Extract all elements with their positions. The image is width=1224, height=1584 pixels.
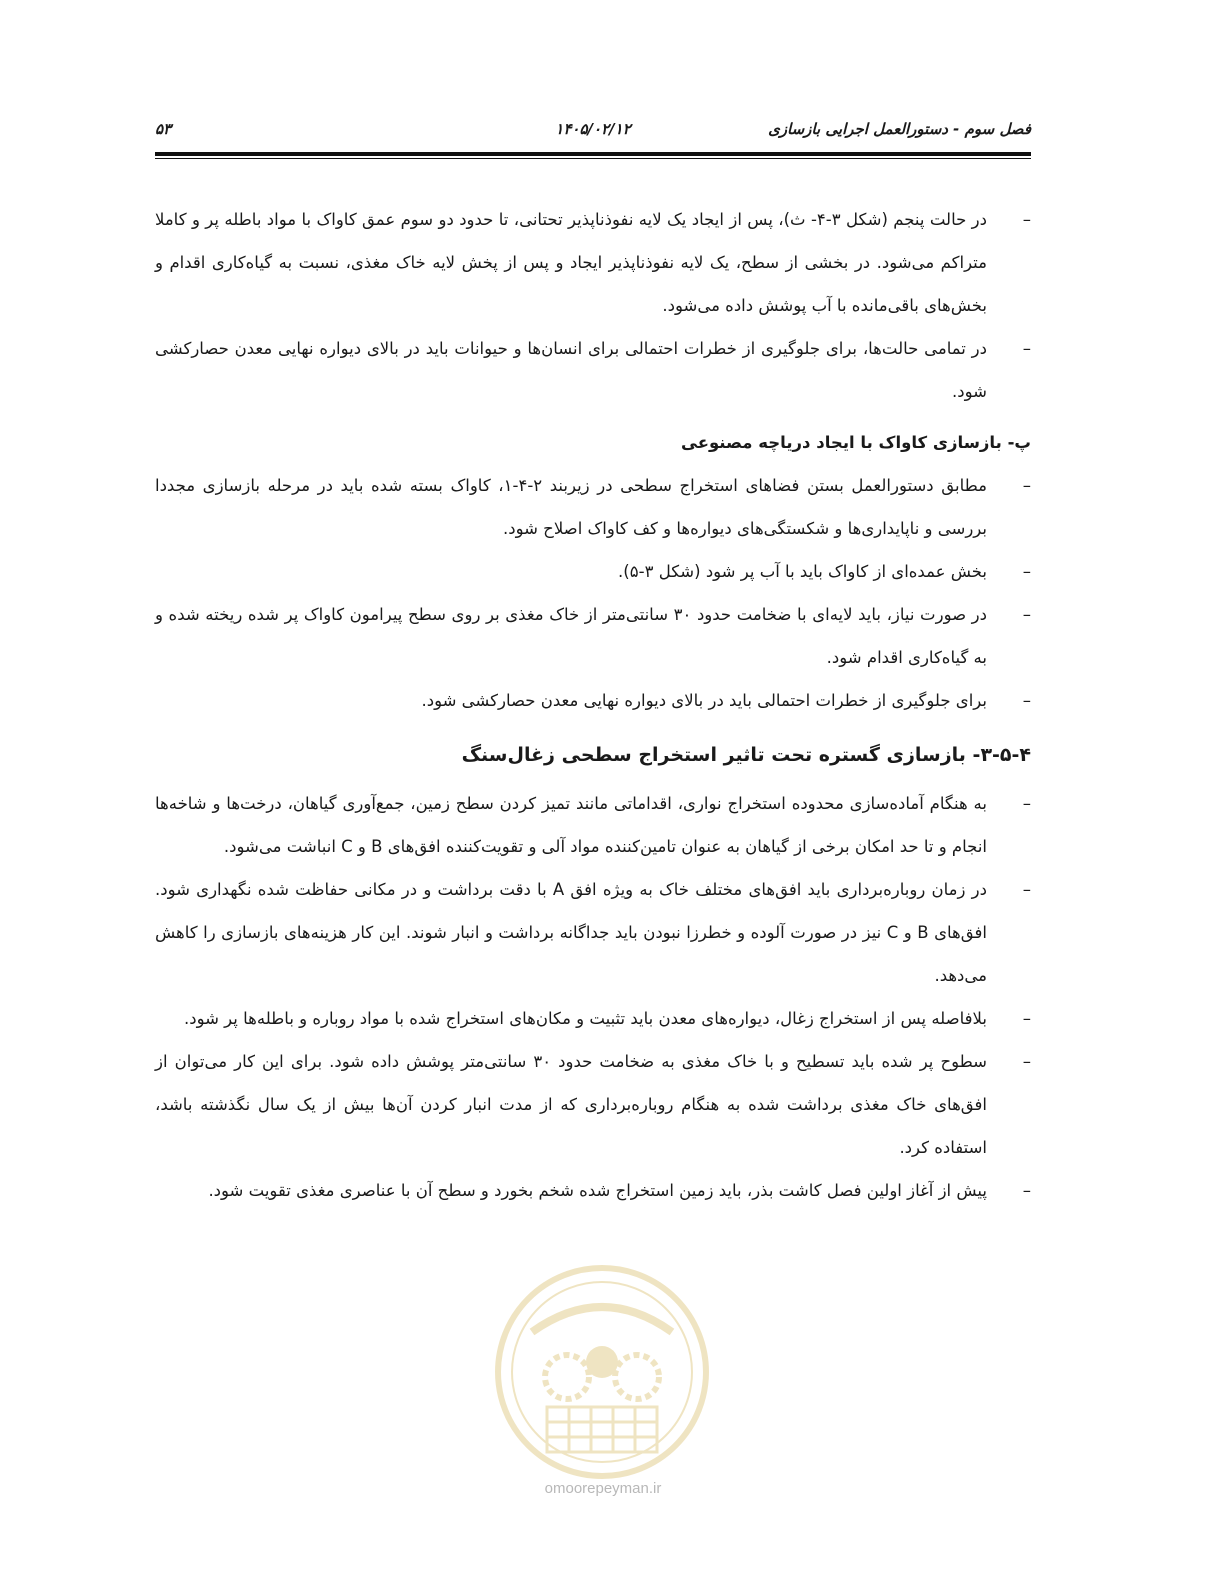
header-date: ۱۴۰۵/۰۲/۱۲ [555,120,631,138]
list-item: – پیش از آغاز اولین فصل کاشت بذر، باید زمین استخراج شده شخم بخورد و سطح آن با عناصری مغذی تقویت شود. [155,1169,1031,1212]
page-header [155,120,1031,144]
list-item: – به هنگام آماده‌سازی محدوده استخراج نواری، اقداماتی مانند تمیز کردن سطح زمین، جمع‌آوری گیاهان، درخت‌ها و شاخه‌ها انجام و تا حد امکان برخی از گیاهان به عنوان تامین‌کننده مواد آلی و تقویت‌کننده افق‌های B و C انباشت می‌شود. [155,782,1031,868]
list-item: – در تمامی حالت‌ها، برای جلوگیری از خطرات احتمالی برای انسان‌ها و حیوانات باید در بالای دیواره نهایی معدن حصارکشی شود. [155,327,1031,413]
page-body [155,198,1031,1212]
header-divider-thin [155,158,1031,159]
list-item: – بخش عمده‌ای از کاواک باید با آب پر شود (شکل ۳-۵). [155,550,1031,593]
list-item: – در حالت پنجم (شکل ۳-۴- ث)، پس از ایجاد یک لایه نفوذناپذیر تحتانی، تا حدود دو سوم عمق کاواک با مواد باطله پر و کاملا متراکم می‌شود. در بخشی از سطح، یک لایه نفوذناپذیر ایجاد و پس از پخش لایه خاک مغذی، نسبت به گیاه‌کاری اقدام و بخش‌های باقی‌مانده با آب پوشش داده می‌شود. [155,198,1031,327]
intro-list [155,198,1031,413]
header-divider-thick [155,152,1031,156]
watermark-logo [492,1262,712,1482]
list-item: – بلافاصله پس از استخراج زغال، دیواره‌های معدن باید تثبیت و مکان‌های استخراج شده با مواد روباره و باطله‌ها پر شود. [155,997,1031,1040]
list-item: – در زمان روباره‌برداری باید افق‌های مختلف خاک به ویژه افق A با دقت برداشت و در مکانی حفاظت شده نگهداری شود. افق‌های B و C نیز در صورت آلوده و خطرزا نبودن باید جداگانه برداشت و انبار شوند. این کار هزینه‌های بازسازی را کاهش می‌دهد. [155,868,1031,997]
list-item: – در صورت نیاز، باید لایه‌ای با ضخامت حدود ۳۰ سانتی‌متر از خاک مغذی بر روی سطح پیرامون کاواک پر شده ریخته شده و به گیاه‌کاری اقدام شود. [155,593,1031,679]
section-list [155,782,1031,1212]
chapter-title: فصل سوم - دستورالعمل اجرایی بازسازی [768,120,1031,138]
list-item: – برای جلوگیری از خطرات احتمالی باید در بالای دیواره نهایی معدن حصارکشی شود. [155,679,1031,722]
subsection-list [155,464,1031,722]
page-number: ۵۳ [155,120,172,138]
subsection-heading: پ- بازسازی کاواک با ایجاد دریاچه مصنوعی [681,433,1031,452]
list-item: – مطابق دستورالعمل بستن فضاهای استخراج سطحی در زیربند ۲-۴-۱، کاواک بسته شده باید در مرحله بازسازی مجددا بررسی و ناپایداری‌ها و شکستگی‌های دیواره‌ها و کف کاواک اصلاح شود. [155,464,1031,550]
watermark-url: omoorepeyman.ir [544,1480,662,1497]
list-item: – سطوح پر شده باید تسطیح و با خاک مغذی به ضخامت حدود ۳۰ سانتی‌متر پوشش داده شود. برای این کار می‌توان از افق‌های خاک مغذی برداشت شده به هنگام روباره‌برداری که از مدت انبار کردن آن‌ها بیش از یک سال نگذشته باشد، استفاده کرد. [155,1040,1031,1169]
section-heading: ۳-۵-۴- بازسازی گستره تحت تاثیر استخراج سطحی زغال‌سنگ [461,744,1031,766]
